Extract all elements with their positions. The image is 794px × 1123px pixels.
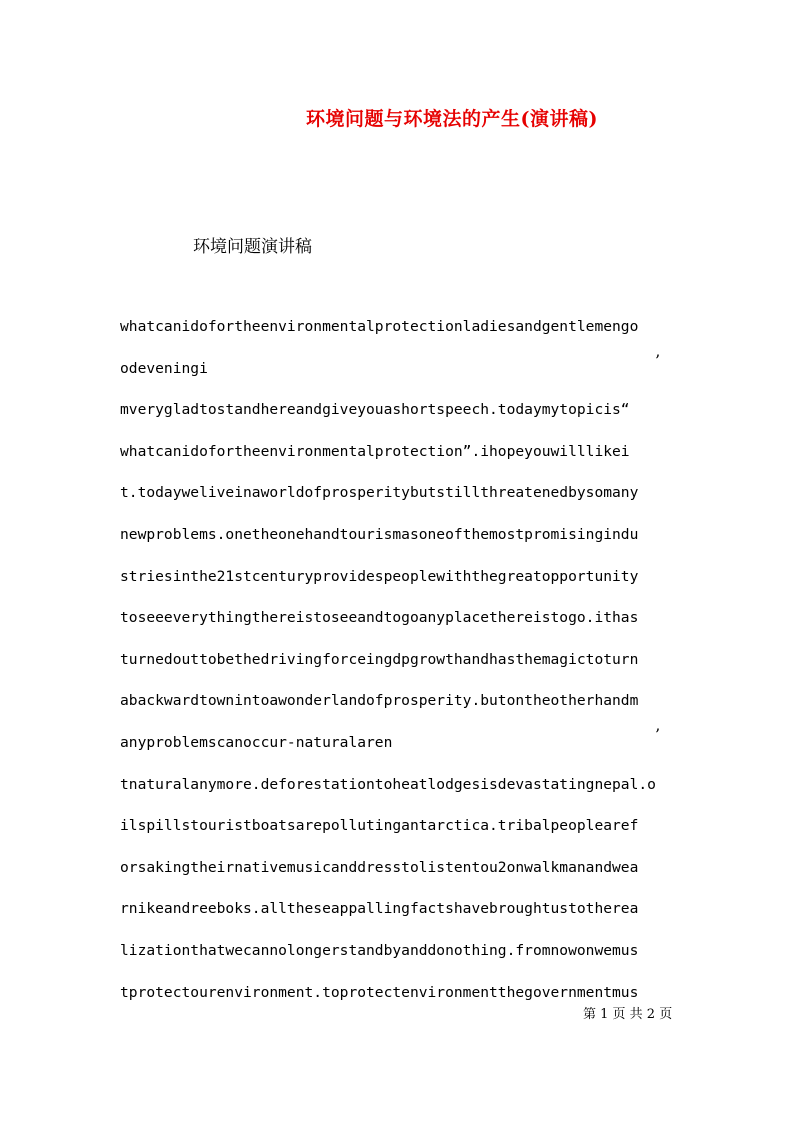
text-line bbox=[120, 396, 680, 438]
text-line-content: whatcanidofortheenvironmentalprotection”.ihopeyouwilllikei bbox=[120, 442, 630, 460]
text-line-content: t.todayweliveinaworldofprosperitybutstillthreatenedbysomany bbox=[120, 484, 639, 502]
text-line bbox=[120, 350, 680, 397]
document-subtitle: 环境问题演讲稿 bbox=[193, 237, 312, 257]
text-line-content: striesinthe21stcenturyprovidespeoplewiththegreatopportunity bbox=[120, 567, 639, 585]
text-line-content: turnedouttobethedrivingforceingdpgrowthandhasthemagictoturn bbox=[120, 650, 639, 668]
text-line bbox=[120, 646, 680, 688]
text-line-content: odeveningi bbox=[120, 359, 208, 377]
text-line bbox=[120, 604, 680, 646]
text-line bbox=[120, 479, 680, 521]
text-line-content: anyproblemscanoccur-naturalaren bbox=[120, 733, 393, 751]
text-line bbox=[120, 854, 680, 896]
page-footer bbox=[583, 1003, 672, 1022]
text-line-content: toseeeverythingthereistoseeandtogoanyplacethereistogo.ithas bbox=[120, 609, 639, 627]
text-line-content: abackwardtownintoawonderlandofprosperity.butontheotherhandm bbox=[120, 692, 639, 710]
text-line bbox=[120, 687, 680, 729]
quote-mark: ’ bbox=[655, 350, 661, 370]
text-line bbox=[120, 895, 680, 937]
text-line bbox=[120, 771, 680, 813]
page-number: 第 1 页 共 2 页 bbox=[583, 1007, 673, 1022]
text-line bbox=[120, 812, 680, 854]
text-line-content: lizationthatwecannolongerstandbyanddonothing.fromnowonwemus bbox=[120, 941, 639, 959]
body-text bbox=[120, 313, 680, 1020]
text-line-content: newproblems.onetheonehandtourismasoneofthemostpromisingindu bbox=[120, 525, 639, 543]
text-line-content: ilspillstouristboatsarepollutingantarctica.tribalpeoplearef bbox=[120, 817, 639, 835]
text-line-content: tnaturalanymore.deforestationtoheatlodgesisdevastatingnepal.o bbox=[120, 775, 656, 793]
document-title: 环境问题与环境法的产生(演讲稿) bbox=[306, 108, 598, 130]
text-line bbox=[120, 563, 680, 605]
text-line bbox=[120, 438, 680, 480]
text-line-content: rnikeandreeboks.alltheseappallingfactshavebroughtustotherea bbox=[120, 900, 639, 918]
quote-mark: ’ bbox=[655, 724, 661, 744]
text-line bbox=[120, 937, 680, 979]
text-line-content: mverygladtostandhereandgiveyouashortspeech.todaymytopicis“ bbox=[120, 401, 630, 419]
text-line-content: whatcanidofortheenvironmentalprotectionladiesandgentlemengo bbox=[120, 318, 639, 335]
text-line bbox=[120, 521, 680, 563]
text-line-content: tprotectourenvironment.toprotectenvironmentthegovernmentmus bbox=[120, 983, 639, 1001]
text-line bbox=[120, 724, 680, 771]
text-line bbox=[120, 313, 680, 355]
text-line-content: orsakingtheirnativemusicanddresstolistentou2onwalkmanandwea bbox=[120, 858, 639, 876]
